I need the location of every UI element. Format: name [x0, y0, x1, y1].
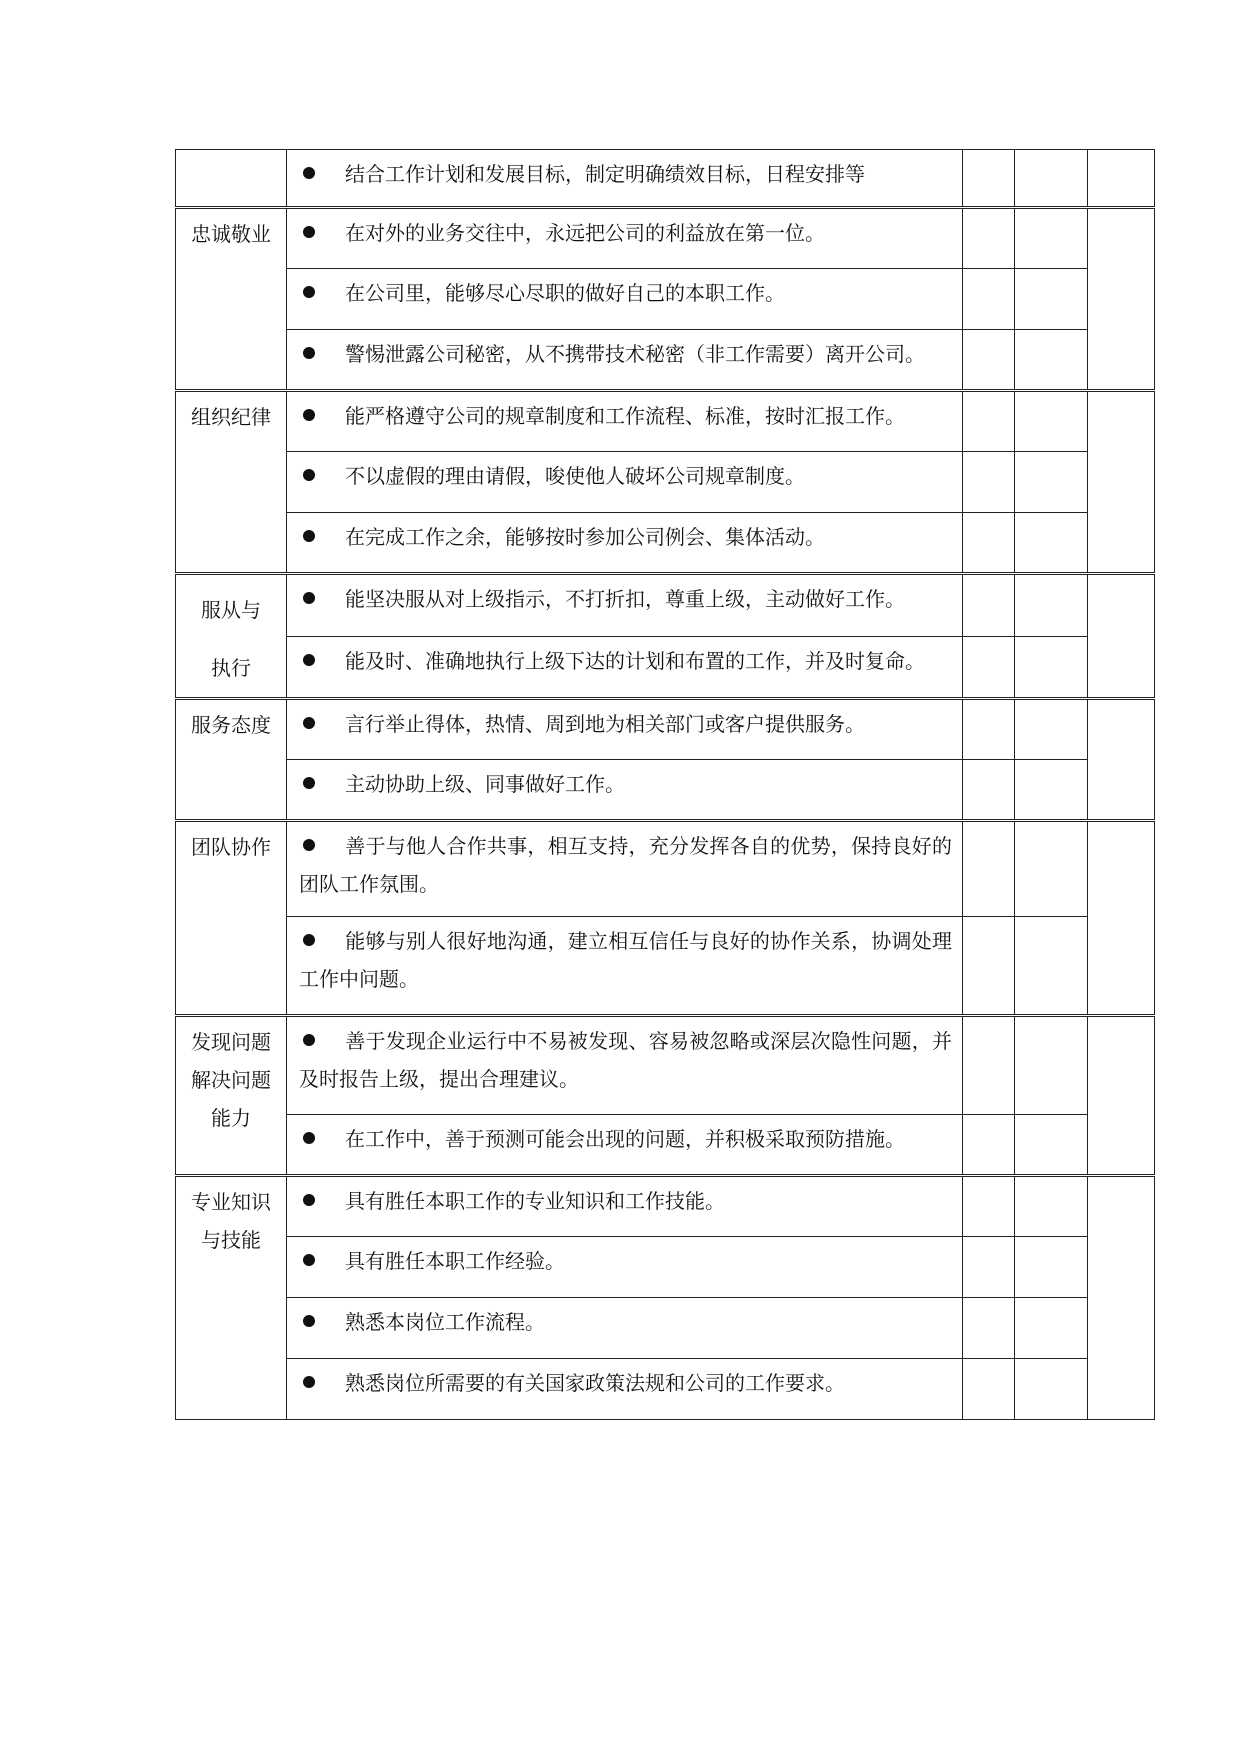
- category-cell-expertise: [176, 1176, 287, 1420]
- criterion-cell: [287, 330, 963, 391]
- bullet-icon: [303, 409, 315, 421]
- category-cell-teamwork: [176, 821, 287, 1016]
- criterion-cell: [287, 391, 963, 452]
- bullet-icon: [303, 167, 315, 179]
- self-score-cell[interactable]: [963, 574, 1015, 637]
- category-cell-service: [176, 699, 287, 821]
- criterion-text: 在工作中，善于预测可能会出现的问题，并积极采取预防措施。: [345, 1127, 905, 1151]
- category-label: 能力: [211, 1106, 251, 1130]
- manager-score-cell[interactable]: [1015, 1115, 1088, 1176]
- bullet-icon: [303, 1376, 315, 1388]
- criterion-text: 能严格遵守公司的规章制度和工作流程、标准，按时汇报工作。: [345, 404, 905, 428]
- final-score-cell[interactable]: [1088, 821, 1155, 1016]
- category-label: 解决问题: [191, 1068, 271, 1092]
- table-row: [176, 1298, 1155, 1359]
- criterion-text: 能够与别人很好地沟通，建立相互信任与良好的协作关系，协调处理工作中问题。: [299, 929, 952, 991]
- criterion-text: 言行举止得体，热情、周到地为相关部门或客户提供服务。: [345, 712, 865, 736]
- criterion-cell: [287, 821, 963, 917]
- self-score-cell[interactable]: [963, 1298, 1015, 1359]
- table-row: [176, 1115, 1155, 1176]
- table-row: [176, 330, 1155, 391]
- criterion-text: 在对外的业务交往中，永远把公司的利益放在第一位。: [345, 221, 825, 245]
- criterion-cell: [287, 636, 963, 699]
- table-row: [176, 1359, 1155, 1420]
- criterion-text: 能坚决服从对上级指示，不打折扣，尊重上级，主动做好工作。: [345, 587, 905, 611]
- category-label: 与技能: [201, 1228, 261, 1252]
- criterion-cell: [287, 574, 963, 637]
- criterion-text: 善于与他人合作共事，相互支持，充分发挥各自的优势，保持良好的团队工作氛围。: [299, 834, 952, 896]
- category-label: 服务态度: [191, 713, 271, 737]
- bullet-icon: [303, 1254, 315, 1266]
- criterion-cell: [287, 1176, 963, 1237]
- criterion-text: 不以虚假的理由请假，唆使他人破坏公司规章制度。: [345, 464, 805, 488]
- self-score-cell[interactable]: [963, 636, 1015, 699]
- evaluation-table: [175, 149, 1155, 1420]
- table-row: [176, 917, 1155, 1016]
- criterion-cell: [287, 1115, 963, 1176]
- table-row: [176, 513, 1155, 574]
- criterion-text: 熟悉本岗位工作流程。: [345, 1310, 545, 1334]
- bullet-icon: [303, 1132, 315, 1144]
- bullet-icon: [303, 530, 315, 542]
- final-score-cell[interactable]: [1088, 391, 1155, 574]
- self-score-cell[interactable]: [963, 269, 1015, 330]
- table-row: [176, 760, 1155, 821]
- manager-score-cell[interactable]: [1015, 917, 1088, 1016]
- criterion-cell: [287, 513, 963, 574]
- bullet-icon: [303, 226, 315, 238]
- criterion-cell: [287, 1016, 963, 1115]
- self-score-cell[interactable]: [963, 1176, 1015, 1237]
- table-row: [176, 574, 1155, 637]
- category-cell-continued: [176, 150, 287, 208]
- table-row: [176, 1237, 1155, 1298]
- bullet-icon: [303, 1315, 315, 1327]
- criterion-cell: [287, 452, 963, 513]
- criterion-text: 熟悉岗位所需要的有关国家政策法规和公司的工作要求。: [345, 1371, 845, 1395]
- self-score-cell[interactable]: [963, 391, 1015, 452]
- table-row: [176, 269, 1155, 330]
- criterion-text: 具有胜任本职工作经验。: [345, 1249, 565, 1273]
- table-row: [176, 150, 1155, 208]
- final-score-cell[interactable]: [1088, 574, 1155, 699]
- final-score-cell[interactable]: [1088, 208, 1155, 391]
- self-score-cell[interactable]: [963, 917, 1015, 1016]
- criterion-text: 在完成工作之余，能够按时参加公司例会、集体活动。: [345, 525, 825, 549]
- category-cell-obedience: [176, 574, 287, 699]
- table-row: [176, 208, 1155, 269]
- manager-score-cell[interactable]: [1015, 269, 1088, 330]
- manager-score-cell[interactable]: [1015, 760, 1088, 821]
- criterion-cell: [287, 208, 963, 269]
- manager-score-cell[interactable]: [1015, 330, 1088, 391]
- category-label: 发现问题: [191, 1030, 271, 1054]
- manager-score-cell[interactable]: [1015, 1016, 1088, 1115]
- criterion-cell: [287, 1298, 963, 1359]
- manager-score-cell[interactable]: [1015, 574, 1088, 637]
- criterion-text: 具有胜任本职工作的专业知识和工作技能。: [345, 1189, 725, 1213]
- criterion-cell: [287, 1359, 963, 1420]
- bullet-icon: [303, 1194, 315, 1206]
- category-label: 执行: [211, 656, 251, 680]
- criterion-cell: [287, 917, 963, 1016]
- self-score-cell[interactable]: [963, 1115, 1015, 1176]
- criterion-cell: [287, 699, 963, 760]
- bullet-icon: [303, 717, 315, 729]
- manager-score-cell[interactable]: [1015, 1237, 1088, 1298]
- criterion-cell: [287, 150, 963, 208]
- category-label: 忠诚敬业: [191, 222, 271, 246]
- table-row: [176, 452, 1155, 513]
- category-cell-loyalty: [176, 208, 287, 391]
- manager-score-cell[interactable]: [1015, 1359, 1088, 1420]
- manager-score-cell[interactable]: [1015, 1176, 1088, 1237]
- criterion-text: 能及时、准确地执行上级下达的计划和布置的工作，并及时复命。: [345, 648, 925, 673]
- criterion-cell: [287, 1237, 963, 1298]
- bullet-icon: [303, 469, 315, 481]
- manager-score-cell[interactable]: [1015, 699, 1088, 760]
- self-score-cell[interactable]: [963, 330, 1015, 391]
- bullet-icon: [303, 592, 315, 604]
- category-label: 专业知识: [191, 1190, 271, 1214]
- criterion-text: 善于发现企业运行中不易被发现、容易被忽略或深层次隐性问题，并及时报告上级，提出合理建议。: [299, 1029, 952, 1091]
- criterion-text: 结合工作计划和发展目标，制定明确绩效目标，日程安排等: [345, 162, 865, 186]
- bullet-icon: [303, 286, 315, 298]
- category-cell-discipline: [176, 391, 287, 574]
- table-row: [176, 1016, 1155, 1115]
- criterion-cell: [287, 269, 963, 330]
- manager-score-cell[interactable]: [1015, 452, 1088, 513]
- self-score-cell[interactable]: [963, 1237, 1015, 1298]
- table-row: [176, 636, 1155, 699]
- criterion-text: 在公司里，能够尽心尽职的做好自己的本职工作。: [345, 281, 785, 305]
- manager-score-cell[interactable]: [1015, 821, 1088, 917]
- self-score-cell[interactable]: [963, 150, 1015, 208]
- category-label: 组织纪律: [191, 405, 271, 429]
- final-score-cell[interactable]: [1088, 1176, 1155, 1420]
- self-score-cell[interactable]: [963, 208, 1015, 269]
- table-row: [176, 391, 1155, 452]
- category-label: 团队协作: [191, 835, 271, 859]
- bullet-icon: [303, 777, 315, 789]
- table-row: [176, 1176, 1155, 1237]
- bullet-icon: [303, 654, 315, 666]
- manager-score-cell[interactable]: [1015, 208, 1088, 269]
- bullet-icon: [303, 1034, 315, 1046]
- bullet-icon: [303, 839, 315, 851]
- bullet-icon: [303, 934, 315, 946]
- criterion-text: 警惕泄露公司秘密，从不携带技术秘密（非工作需要）离开公司。: [345, 342, 925, 366]
- manager-score-cell[interactable]: [1015, 636, 1088, 699]
- manager-score-cell[interactable]: [1015, 513, 1088, 574]
- final-score-cell[interactable]: [1088, 699, 1155, 821]
- manager-score-cell[interactable]: [1015, 1298, 1088, 1359]
- final-score-cell[interactable]: [1088, 1016, 1155, 1176]
- self-score-cell[interactable]: [963, 760, 1015, 821]
- category-cell-problem-solving: [176, 1016, 287, 1176]
- criterion-text: 主动协助上级、同事做好工作。: [345, 772, 625, 796]
- self-score-cell[interactable]: [963, 821, 1015, 917]
- self-score-cell[interactable]: [963, 1016, 1015, 1115]
- self-score-cell[interactable]: [963, 452, 1015, 513]
- manager-score-cell[interactable]: [1015, 150, 1088, 208]
- final-score-cell[interactable]: [1088, 150, 1155, 208]
- table-row: [176, 699, 1155, 760]
- criterion-cell: [287, 760, 963, 821]
- manager-score-cell[interactable]: [1015, 391, 1088, 452]
- table-row: [176, 821, 1155, 917]
- self-score-cell[interactable]: [963, 699, 1015, 760]
- bullet-icon: [303, 347, 315, 359]
- category-label: 服从与: [201, 598, 261, 622]
- self-score-cell[interactable]: [963, 1359, 1015, 1420]
- self-score-cell[interactable]: [963, 513, 1015, 574]
